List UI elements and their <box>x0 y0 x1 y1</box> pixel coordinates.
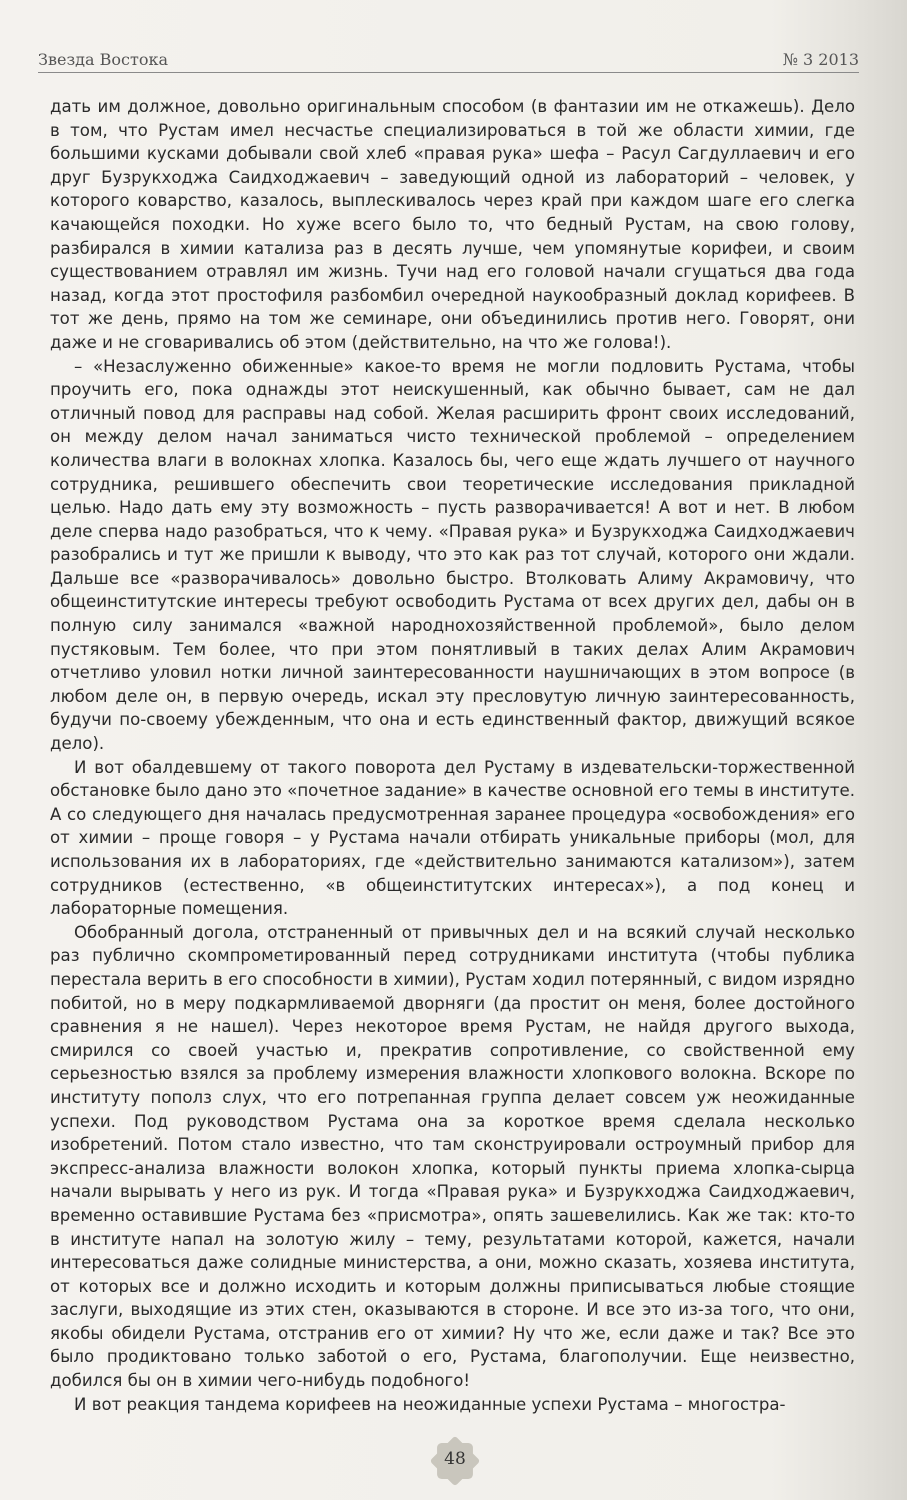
article-body <box>50 95 855 1416</box>
issue-number: № 3 2013 <box>782 50 859 69</box>
paragraph-2: – «Незаслуженно обиженные» какое-то время не могли подловить Рустама, чтобы проучить его, пока однажды этот неискушенный, как обычно бывает, сам не дал отличный повод для расправы над собой. Желая расширить фронт своих исследований, он между делом начал заниматься чисто технической проблемой – определением количества влаги в волокнах хлопка. Казалось бы, чего еще ждать лучшего от научного сотрудника, решившего обеспечить свои теоретические исследования прикладной целью. Надо дать ему эту возможность – пусть разворачивается! А вот и нет. В любом деле сперва надо разобраться, что к чему. «Правая рука» и Бузрукходжа Саидходжаевич разобрались и тут же пришли к выводу, что это как раз тот случай, которого они ждали. Дальше все «разворачивалось» довольно быстро. Втолковать Алиму Акрамовичу, что общеинститутские интересы требуют освободить Рустама от всех других дел, дабы он в полную силу занимался «важной народнохозяйственной проблемой», было делом пустяковым. Тем более, что при этом понятливый в таких делах Алим Акрамович отчетливо уловил нотки личной заинтересованности наушничающих в этом вопросе (в любом деле он, в первую очередь, искал эту пресловутую личную заинтересованность, будучи по-своему убежденным, что она и есть единственный фактор, движущий всякое дело). <box>50 356 855 754</box>
page-number: 48 <box>444 1449 466 1469</box>
header-rule <box>38 72 859 73</box>
page-number-badge <box>432 1438 478 1484</box>
paragraph-4: Обобранный догола, отстраненный от привычных дел и на всякий случай несколько раз публично скомпрометированный перед сотрудниками института (чтобы публика перестала верить в его способности в химии), Рустам ходил потерянный, с видом изрядно побитой, но в меру подкармливаемой дворняги (да простит он меня, более достойного сравнения я не нашел). Через некоторое время Рустам, не найдя другого выхода, смирился со своей участью и, прекратив сопротивление, со свойственной ему серьезностью взялся за проблему измерения влажности хлопкового волокна. Вскоре по институту пополз слух, что его потрепанная группа делает совсем уж неожиданные успехи. Под руководством Рустама она за короткое время сделала несколько изобретений. Потом стало известно, что там сконструировали остроумный прибор для экспресс-анализа влажности волокон хлопка, который пункты приема хлопка-сырца начали вырывать у него из рук. И тогда «Правая рука» и Бузрукходжа Саидходжаевич, временно оставившие Рустама без «присмотра», опять зашевелились. Как же так: кто-то в институте напал на золотую жилу – тему, результатами которой, кажется, начали интересоваться даже солидные министерства, а они, можно сказать, хозяева института, от которых все и должно исходить и которым должны приписываться любые стоящие заслуги, выходящие из этих стен, оказываются в стороне. И все это из-за того, что они, якобы обидели Рустама, отстранив его от химии? Ну что же, если даже и так? Все это было продиктовано только заботой о его, Рустама, благополучии. Еще неизвестно, добился бы он в химии чего-нибудь подобного! <box>50 922 855 1391</box>
paragraph-3: И вот обалдевшему от такого поворота дел Рустаму в издевательски-торжественной обстановке было дано это «почетное задание» в качестве основной его темы в институте. А со следующего дня началась предусмотренная заранее процедура «освобождения» его от химии – проще говоря – у Рустама начали отбирать уникальные приборы (мол, для использования их в лабораториях, где «действительно занимаются катализом»), затем сотрудников (естественно, «в общеинститутских интересах»), а под конец и лабораторные помещения. <box>50 757 855 919</box>
journal-title: Звезда Востока <box>38 50 169 69</box>
running-header <box>38 44 859 74</box>
paragraph-5: И вот реакция тандема корифеев на неожиданные успехи Рустама – многостра- <box>74 1394 786 1414</box>
paragraph-1: дать им должное, довольно оригинальным способом (в фантазии им не откажешь). Дело в том, что Рустам имел несчастье специализироваться в той же области химии, где большими кусками добывали свой хлеб «правая рука» шефа – Расул Сагдуллаевич и его друг Бузрукходжа Саидходжаевич – заведующий одной из лабораторий – человек, у которого коварство, казалось, выплескивалось через край при каждом шаге его слегка качающейся походки. Но хуже всего было то, что бедный Рустам, на свою голову, разбирался в химии катализа раз в десять лучше, чем упомянутые корифеи, и своим существованием отравлял им жизнь. Тучи над его головой начали сгущаться два года назад, когда этот простофиля разбомбил очередной наукообразный доклад корифеев. В тот же день, прямо на том же семинаре, они объединились против него. Говорят, они даже и не сговаривались об этом (действительно, на что же голова!). <box>50 97 855 352</box>
